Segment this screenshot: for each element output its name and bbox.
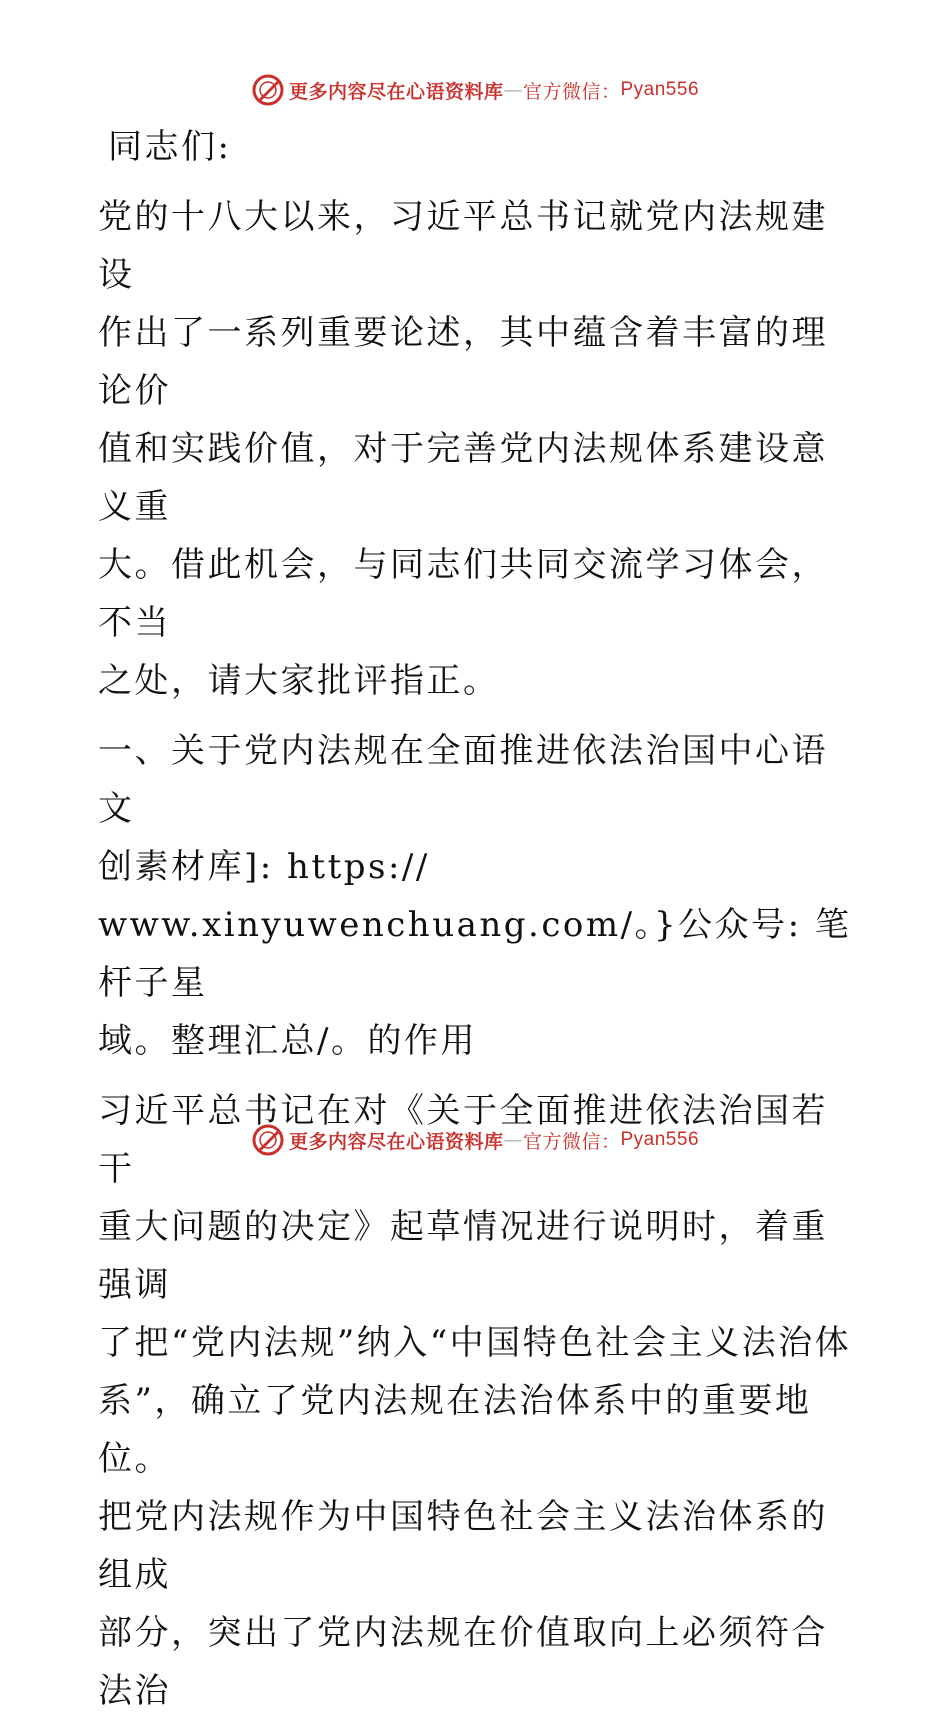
pen-logo-icon xyxy=(251,73,285,107)
paragraph-body: 习近平总书记在对《关于全面推进依法治国若干 重大问题的决定》起草情况进行说明时，着重强调 了把“党内法规”纳入“中国特色社会主义法治体 系”，确立了党内法规在法治体系中的重要地位。 把党内法规作为中国特色社会主义法治体系的组成 部分，突出了党内法规在价值取向上必须符合法治 xyxy=(98,1091,852,1711)
watermark-main-text: 更多内容尽在心语资料库 xyxy=(288,80,504,103)
header-watermark xyxy=(0,70,950,110)
watermark-official-label: 官方微信： xyxy=(522,1130,621,1153)
footer-watermark xyxy=(0,1120,950,1160)
paragraph-intro: 党的十八大以来，习近平总书记就党内法规建设 作出了一系列重要论述，其中蕴含着丰富的理论价 值和实践价值，对于完善党内法规体系建设意义重 大。借此机会，与同志们共同交流学习体会，不当 之处，请大家批评指正。 xyxy=(98,197,828,701)
watermark-main-text: 更多内容尽在心语资料库 xyxy=(288,1130,504,1153)
document-body xyxy=(98,118,858,1732)
section-heading-1: 一、关于党内法规在全面推进依法治国中心语文 创素材库]: https:// www.xinyuwenchuang.com/。}公众号: 笔杆子星 域。整理汇总/。的作用 xyxy=(98,731,852,1061)
watermark-wechat-id: Pyan556 xyxy=(620,79,700,100)
salutation: 同志们: xyxy=(108,127,232,167)
pen-logo-icon xyxy=(251,1123,285,1157)
watermark-separator: — xyxy=(503,1129,523,1151)
watermark-official-label: 官方微信： xyxy=(522,80,621,103)
watermark-separator: — xyxy=(503,79,523,101)
watermark-wechat-id: Pyan556 xyxy=(620,1129,700,1150)
